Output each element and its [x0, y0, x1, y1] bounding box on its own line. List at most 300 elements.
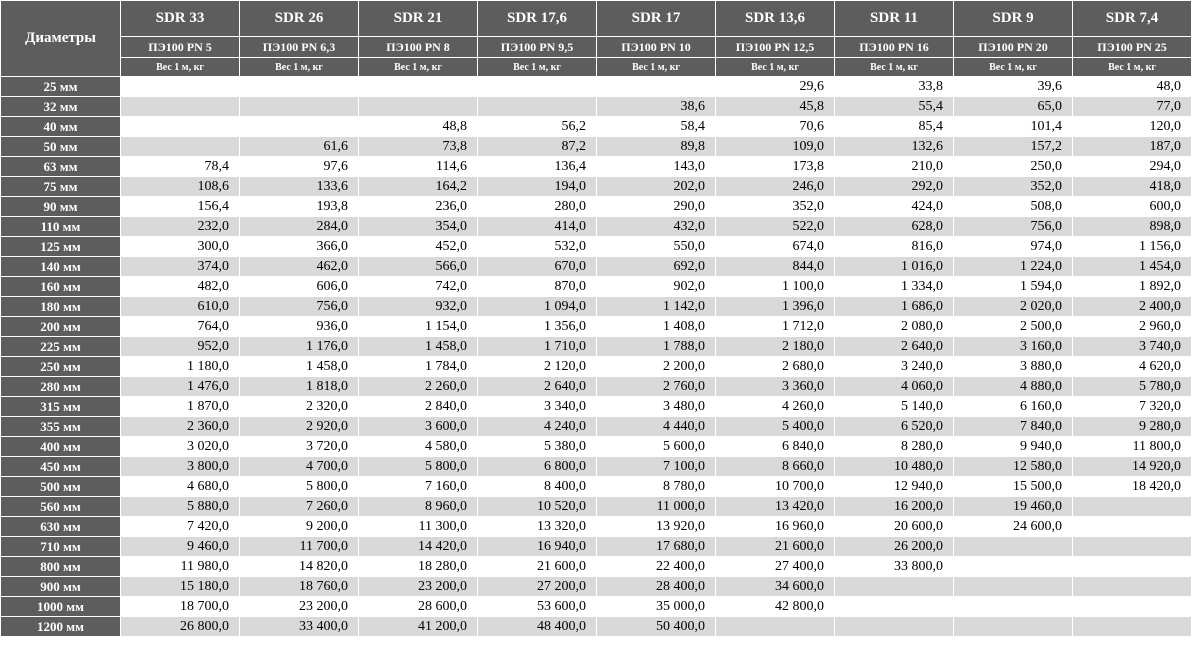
weight-cell [954, 557, 1073, 577]
weight-cell: 1 818,0 [240, 377, 359, 397]
weight-cell [121, 77, 240, 97]
diameter-cell: 225 мм [1, 337, 121, 357]
weight-cell: 508,0 [954, 197, 1073, 217]
weight-cell: 11 980,0 [121, 557, 240, 577]
weight-cell: 550,0 [597, 237, 716, 257]
pn-header: ПЭ100 PN 25 [1073, 37, 1192, 58]
weight-cell: 532,0 [478, 237, 597, 257]
weight-cell: 18 700,0 [121, 597, 240, 617]
weight-cell: 78,4 [121, 157, 240, 177]
weight-unit-header: Вес 1 м, кг [716, 58, 835, 77]
weight-cell: 23 200,0 [240, 597, 359, 617]
diameter-cell: 75 мм [1, 177, 121, 197]
weight-cell: 2 960,0 [1073, 317, 1192, 337]
weight-cell: 11 700,0 [240, 537, 359, 557]
weight-cell: 2 400,0 [1073, 297, 1192, 317]
weight-cell: 2 920,0 [240, 417, 359, 437]
diameter-cell: 1200 мм [1, 617, 121, 637]
diameter-cell: 140 мм [1, 257, 121, 277]
weight-cell: 606,0 [240, 277, 359, 297]
weight-cell: 670,0 [478, 257, 597, 277]
weight-cell: 1 892,0 [1073, 277, 1192, 297]
pn-header: ПЭ100 PN 9,5 [478, 37, 597, 58]
weight-cell: 42 800,0 [716, 597, 835, 617]
weight-cell: 2 640,0 [478, 377, 597, 397]
weight-cell [359, 97, 478, 117]
weight-cell: 1 686,0 [835, 297, 954, 317]
weight-cell: 246,0 [716, 177, 835, 197]
weight-cell: 294,0 [1073, 157, 1192, 177]
diameter-cell: 110 мм [1, 217, 121, 237]
diameter-cell: 500 мм [1, 477, 121, 497]
weight-cell: 14 820,0 [240, 557, 359, 577]
weight-cell [359, 77, 478, 97]
weight-cell: 85,4 [835, 117, 954, 137]
weight-cell: 2 640,0 [835, 337, 954, 357]
weight-cell: 5 400,0 [716, 417, 835, 437]
weight-cell: 3 720,0 [240, 437, 359, 457]
weight-cell: 8 400,0 [478, 477, 597, 497]
weight-cell: 157,2 [954, 137, 1073, 157]
weight-cell: 14 420,0 [359, 537, 478, 557]
table-row [1, 397, 1192, 417]
weight-cell: 4 580,0 [359, 437, 478, 457]
weight-cell: 1 100,0 [716, 277, 835, 297]
weight-cell: 932,0 [359, 297, 478, 317]
weight-cell: 2 260,0 [359, 377, 478, 397]
weight-cell: 3 340,0 [478, 397, 597, 417]
weight-cell: 28 400,0 [597, 577, 716, 597]
weight-cell: 55,4 [835, 97, 954, 117]
weight-cell: 418,0 [1073, 177, 1192, 197]
table-row [1, 417, 1192, 437]
weight-unit-header: Вес 1 м, кг [835, 58, 954, 77]
pn-header: ПЭ100 PN 20 [954, 37, 1073, 58]
weight-cell [240, 77, 359, 97]
weight-cell: 109,0 [716, 137, 835, 157]
weight-unit-header: Вес 1 м, кг [597, 58, 716, 77]
weight-cell: 143,0 [597, 157, 716, 177]
weight-cell: 674,0 [716, 237, 835, 257]
table-row [1, 517, 1192, 537]
weight-cell: 29,6 [716, 77, 835, 97]
weight-cell: 3 880,0 [954, 357, 1073, 377]
table-row [1, 577, 1192, 597]
weight-cell: 284,0 [240, 217, 359, 237]
weight-cell [240, 97, 359, 117]
weight-cell: 3 480,0 [597, 397, 716, 417]
weight-cell: 8 960,0 [359, 497, 478, 517]
weight-unit-header: Вес 1 м, кг [478, 58, 597, 77]
weight-cell: 522,0 [716, 217, 835, 237]
weight-cell: 136,4 [478, 157, 597, 177]
weight-cell [954, 577, 1073, 597]
weight-cell: 9 460,0 [121, 537, 240, 557]
weight-cell [835, 617, 954, 637]
table-row [1, 217, 1192, 237]
sdr-header: SDR 33 [121, 1, 240, 37]
weight-cell: 21 600,0 [478, 557, 597, 577]
diameter-cell: 180 мм [1, 297, 121, 317]
weight-cell: 870,0 [478, 277, 597, 297]
weight-cell: 48 400,0 [478, 617, 597, 637]
weight-cell: 7 320,0 [1073, 397, 1192, 417]
weight-cell: 33 400,0 [240, 617, 359, 637]
weight-cell: 7 260,0 [240, 497, 359, 517]
weight-cell: 974,0 [954, 237, 1073, 257]
weight-cell: 1 396,0 [716, 297, 835, 317]
weight-cell: 280,0 [478, 197, 597, 217]
weight-cell: 114,6 [359, 157, 478, 177]
weight-cell: 19 460,0 [954, 497, 1073, 517]
diameter-cell: 280 мм [1, 377, 121, 397]
weight-cell: 366,0 [240, 237, 359, 257]
weight-cell: 18 420,0 [1073, 477, 1192, 497]
diameter-cell: 40 мм [1, 117, 121, 137]
table-row [1, 177, 1192, 197]
weight-cell: 1 712,0 [716, 317, 835, 337]
table-row [1, 157, 1192, 177]
weight-cell: 38,6 [597, 97, 716, 117]
weight-cell: 600,0 [1073, 197, 1192, 217]
diameter-cell: 25 мм [1, 77, 121, 97]
weight-cell: 5 380,0 [478, 437, 597, 457]
weight-cell: 1 094,0 [478, 297, 597, 317]
weight-cell: 164,2 [359, 177, 478, 197]
table-row [1, 77, 1192, 97]
weight-cell [1073, 597, 1192, 617]
table-row [1, 497, 1192, 517]
diameter-cell: 355 мм [1, 417, 121, 437]
sdr-header: SDR 9 [954, 1, 1073, 37]
weight-cell: 18 280,0 [359, 557, 478, 577]
sdr-header: SDR 21 [359, 1, 478, 37]
table-row [1, 377, 1192, 397]
weight-cell: 3 740,0 [1073, 337, 1192, 357]
weight-cell: 1 476,0 [121, 377, 240, 397]
diameter-cell: 32 мм [1, 97, 121, 117]
weight-cell: 202,0 [597, 177, 716, 197]
weight-cell: 292,0 [835, 177, 954, 197]
weight-cell: 6 840,0 [716, 437, 835, 457]
weight-cell: 5 880,0 [121, 497, 240, 517]
weight-cell: 2 020,0 [954, 297, 1073, 317]
pn-header: ПЭ100 PN 5 [121, 37, 240, 58]
weight-cell: 482,0 [121, 277, 240, 297]
diameter-cell: 90 мм [1, 197, 121, 217]
weight-cell: 173,8 [716, 157, 835, 177]
weight-cell [835, 577, 954, 597]
weight-cell: 16 960,0 [716, 517, 835, 537]
weight-cell [1073, 617, 1192, 637]
weight-cell: 414,0 [478, 217, 597, 237]
weight-cell: 1 142,0 [597, 297, 716, 317]
weight-cell: 1 180,0 [121, 357, 240, 377]
weight-cell [478, 97, 597, 117]
weight-cell: 8 280,0 [835, 437, 954, 457]
weight-cell: 936,0 [240, 317, 359, 337]
weight-cell: 2 120,0 [478, 357, 597, 377]
weight-cell: 12 940,0 [835, 477, 954, 497]
weight-cell: 1 458,0 [359, 337, 478, 357]
sdr-header: SDR 26 [240, 1, 359, 37]
weight-cell [478, 77, 597, 97]
table-row [1, 457, 1192, 477]
weight-cell: 1 594,0 [954, 277, 1073, 297]
weight-cell: 9 940,0 [954, 437, 1073, 457]
weight-cell: 132,6 [835, 137, 954, 157]
weight-cell: 133,6 [240, 177, 359, 197]
weight-cell: 374,0 [121, 257, 240, 277]
weight-cell [121, 117, 240, 137]
weight-cell: 33,8 [835, 77, 954, 97]
weight-cell: 26 200,0 [835, 537, 954, 557]
table-row [1, 357, 1192, 377]
weight-cell: 452,0 [359, 237, 478, 257]
weight-cell: 48,0 [1073, 77, 1192, 97]
weight-cell: 56,2 [478, 117, 597, 137]
weight-cell: 2 360,0 [121, 417, 240, 437]
weight-cell: 22 400,0 [597, 557, 716, 577]
pn-header: ПЭ100 PN 16 [835, 37, 954, 58]
weight-cell: 7 160,0 [359, 477, 478, 497]
weight-cell: 1 176,0 [240, 337, 359, 357]
weight-cell: 1 408,0 [597, 317, 716, 337]
weight-cell: 108,6 [121, 177, 240, 197]
weight-cell: 1 710,0 [478, 337, 597, 357]
weight-cell: 6 520,0 [835, 417, 954, 437]
weight-cell: 692,0 [597, 257, 716, 277]
diameter-cell: 250 мм [1, 357, 121, 377]
weight-cell: 5 800,0 [240, 477, 359, 497]
weight-unit-header: Вес 1 м, кг [240, 58, 359, 77]
weight-cell: 2 500,0 [954, 317, 1073, 337]
diameter-cell: 560 мм [1, 497, 121, 517]
weight-cell: 4 060,0 [835, 377, 954, 397]
weight-cell: 3 240,0 [835, 357, 954, 377]
weight-cell: 566,0 [359, 257, 478, 277]
diameter-cell: 125 мм [1, 237, 121, 257]
sdr-header: SDR 7,4 [1073, 1, 1192, 37]
weight-cell: 1 156,0 [1073, 237, 1192, 257]
weight-cell: 1 784,0 [359, 357, 478, 377]
diameter-cell: 400 мм [1, 437, 121, 457]
weight-cell: 41 200,0 [359, 617, 478, 637]
weight-cell: 610,0 [121, 297, 240, 317]
diameter-cell: 900 мм [1, 577, 121, 597]
weight-cell [1073, 557, 1192, 577]
weight-cell: 4 700,0 [240, 457, 359, 477]
weight-cell: 33 800,0 [835, 557, 954, 577]
weight-cell: 432,0 [597, 217, 716, 237]
weight-cell: 7 420,0 [121, 517, 240, 537]
diameter-cell: 710 мм [1, 537, 121, 557]
weight-cell [1073, 577, 1192, 597]
weight-unit-header: Вес 1 м, кг [121, 58, 240, 77]
weight-cell: 7 840,0 [954, 417, 1073, 437]
weight-cell: 2 180,0 [716, 337, 835, 357]
weight-cell: 18 760,0 [240, 577, 359, 597]
weight-cell: 4 680,0 [121, 477, 240, 497]
weight-cell: 65,0 [954, 97, 1073, 117]
weight-cell [597, 77, 716, 97]
weight-cell: 352,0 [716, 197, 835, 217]
weight-cell: 53 600,0 [478, 597, 597, 617]
diameter-cell: 800 мм [1, 557, 121, 577]
diameter-cell: 160 мм [1, 277, 121, 297]
weight-cell: 232,0 [121, 217, 240, 237]
weight-unit-header: Вес 1 м, кг [359, 58, 478, 77]
table-row [1, 537, 1192, 557]
weight-cell: 10 480,0 [835, 457, 954, 477]
weight-cell: 16 200,0 [835, 497, 954, 517]
weight-cell: 15 500,0 [954, 477, 1073, 497]
weight-cell: 1 788,0 [597, 337, 716, 357]
weight-cell: 1 154,0 [359, 317, 478, 337]
weight-cell: 2 200,0 [597, 357, 716, 377]
weight-cell: 10 520,0 [478, 497, 597, 517]
weight-cell: 4 880,0 [954, 377, 1073, 397]
weight-cell: 24 600,0 [954, 517, 1073, 537]
weight-cell: 16 940,0 [478, 537, 597, 557]
sdr-header: SDR 13,6 [716, 1, 835, 37]
table-row [1, 437, 1192, 457]
weight-cell: 23 200,0 [359, 577, 478, 597]
table-row [1, 617, 1192, 637]
weight-cell: 61,6 [240, 137, 359, 157]
weight-cell: 9 200,0 [240, 517, 359, 537]
table-row [1, 317, 1192, 337]
weight-cell: 10 700,0 [716, 477, 835, 497]
diameter-cell: 63 мм [1, 157, 121, 177]
weight-cell: 462,0 [240, 257, 359, 277]
weight-cell: 77,0 [1073, 97, 1192, 117]
weight-cell: 13 320,0 [478, 517, 597, 537]
table-row [1, 297, 1192, 317]
weight-unit-header: Вес 1 м, кг [1073, 58, 1192, 77]
table-row [1, 237, 1192, 257]
weight-cell: 5 800,0 [359, 457, 478, 477]
weight-cell: 156,4 [121, 197, 240, 217]
weight-cell: 628,0 [835, 217, 954, 237]
weight-cell: 1 870,0 [121, 397, 240, 417]
weight-unit-header: Вес 1 м, кг [954, 58, 1073, 77]
table-header [1, 1, 1192, 77]
weight-cell: 5 140,0 [835, 397, 954, 417]
weight-cell [121, 97, 240, 117]
weight-cell: 1 334,0 [835, 277, 954, 297]
weight-cell: 902,0 [597, 277, 716, 297]
weight-cell: 4 620,0 [1073, 357, 1192, 377]
weight-cell: 4 260,0 [716, 397, 835, 417]
weight-cell: 48,8 [359, 117, 478, 137]
weight-cell: 13 420,0 [716, 497, 835, 517]
weight-cell: 352,0 [954, 177, 1073, 197]
diameter-cell: 630 мм [1, 517, 121, 537]
weight-cell: 844,0 [716, 257, 835, 277]
weight-cell: 20 600,0 [835, 517, 954, 537]
pn-header: ПЭ100 PN 8 [359, 37, 478, 58]
weight-cell: 250,0 [954, 157, 1073, 177]
weight-cell: 34 600,0 [716, 577, 835, 597]
table-row [1, 597, 1192, 617]
weight-cell: 13 920,0 [597, 517, 716, 537]
weight-cell: 952,0 [121, 337, 240, 357]
weight-cell [240, 117, 359, 137]
weight-cell [1073, 497, 1192, 517]
weight-cell [121, 137, 240, 157]
weight-cell: 21 600,0 [716, 537, 835, 557]
weight-cell: 1 224,0 [954, 257, 1073, 277]
weight-cell [954, 617, 1073, 637]
weight-cell: 210,0 [835, 157, 954, 177]
weight-cell: 2 680,0 [716, 357, 835, 377]
weight-cell: 11 800,0 [1073, 437, 1192, 457]
weight-cell: 45,8 [716, 97, 835, 117]
weight-cell: 3 800,0 [121, 457, 240, 477]
table-row [1, 557, 1192, 577]
diameter-cell: 1000 мм [1, 597, 121, 617]
weight-cell: 187,0 [1073, 137, 1192, 157]
weight-cell [1073, 537, 1192, 557]
weight-cell: 1 016,0 [835, 257, 954, 277]
sdr-header: SDR 17 [597, 1, 716, 37]
weight-cell: 5 600,0 [597, 437, 716, 457]
weight-cell: 6 800,0 [478, 457, 597, 477]
weight-cell: 11 300,0 [359, 517, 478, 537]
table-row [1, 277, 1192, 297]
weight-cell: 89,8 [597, 137, 716, 157]
weight-cell: 756,0 [240, 297, 359, 317]
weight-cell: 70,6 [716, 117, 835, 137]
table-row [1, 117, 1192, 137]
weight-cell: 5 780,0 [1073, 377, 1192, 397]
weight-cell [1073, 517, 1192, 537]
weight-cell: 2 080,0 [835, 317, 954, 337]
weight-cell: 3 160,0 [954, 337, 1073, 357]
weight-cell: 101,4 [954, 117, 1073, 137]
weight-cell [716, 617, 835, 637]
weight-cell: 27 400,0 [716, 557, 835, 577]
weight-cell: 73,8 [359, 137, 478, 157]
diameter-cell: 450 мм [1, 457, 121, 477]
pn-header: ПЭ100 PN 10 [597, 37, 716, 58]
weight-cell: 2 320,0 [240, 397, 359, 417]
weight-cell: 6 160,0 [954, 397, 1073, 417]
weight-cell: 1 356,0 [478, 317, 597, 337]
weight-cell: 8 660,0 [716, 457, 835, 477]
weight-cell: 17 680,0 [597, 537, 716, 557]
weight-cell: 424,0 [835, 197, 954, 217]
weight-cell: 816,0 [835, 237, 954, 257]
weight-cell: 2 840,0 [359, 397, 478, 417]
table-body [1, 77, 1192, 637]
weight-cell: 28 600,0 [359, 597, 478, 617]
weight-cell [954, 537, 1073, 557]
pn-header: ПЭ100 PN 6,3 [240, 37, 359, 58]
weight-cell: 290,0 [597, 197, 716, 217]
weight-cell: 15 180,0 [121, 577, 240, 597]
weight-cell: 236,0 [359, 197, 478, 217]
weight-cell: 3 600,0 [359, 417, 478, 437]
table-row [1, 337, 1192, 357]
table-row [1, 197, 1192, 217]
weight-cell: 764,0 [121, 317, 240, 337]
table-row [1, 137, 1192, 157]
weight-cell: 4 440,0 [597, 417, 716, 437]
weight-cell: 39,6 [954, 77, 1073, 97]
weight-cell: 14 920,0 [1073, 457, 1192, 477]
